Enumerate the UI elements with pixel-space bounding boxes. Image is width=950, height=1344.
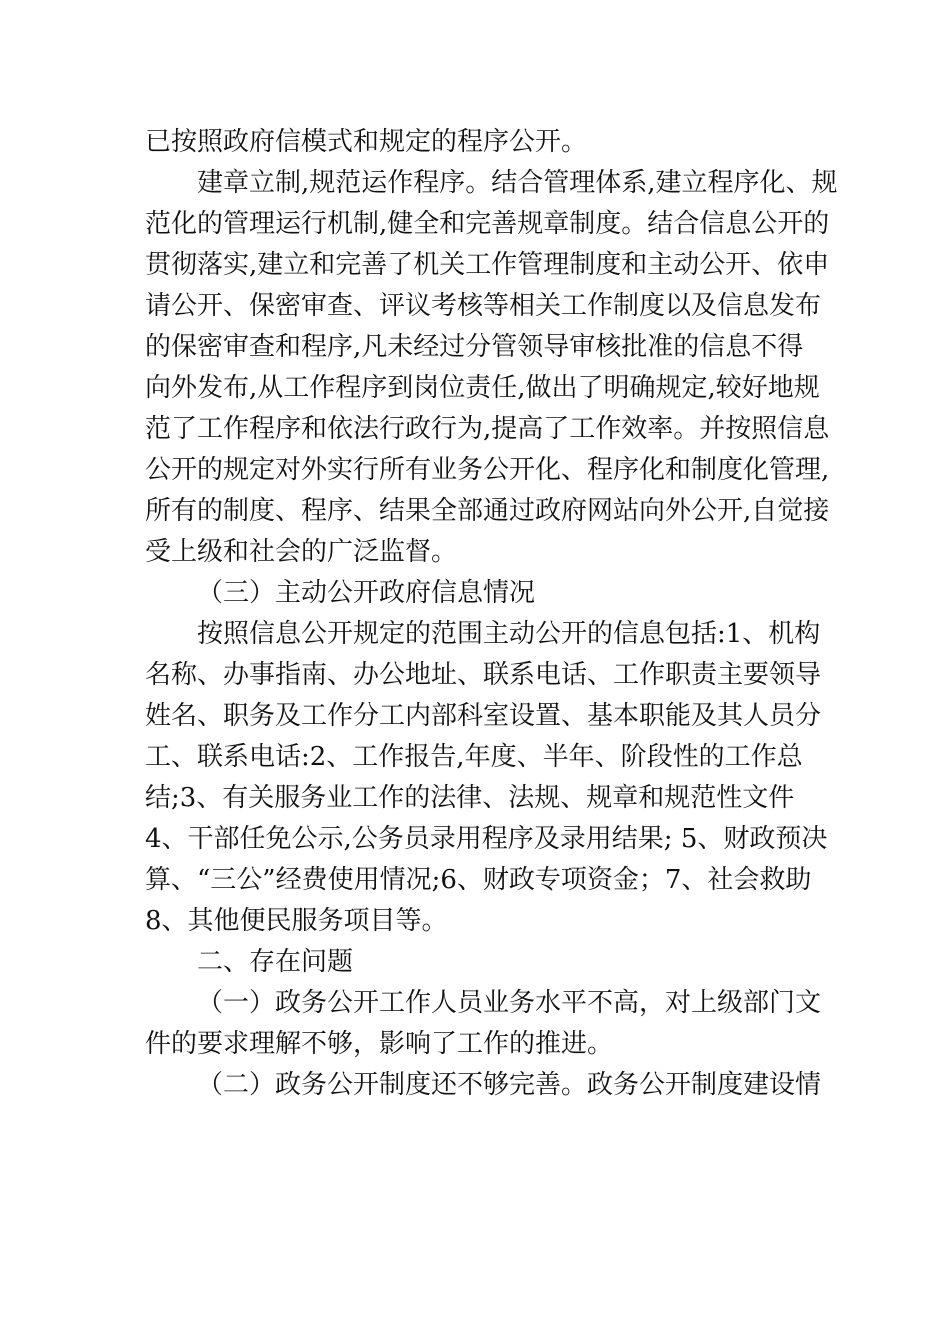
text-line-6: 的保密审查和程序,凡未经过分管领导审核批准的信息不得: [145, 332, 804, 362]
text-line-23: 件的要求理解不够，影响了工作的推进。: [145, 1029, 614, 1059]
text-line-3: 范化的管理运行机制,健全和完善规章制度。结合信息公开的: [145, 209, 830, 239]
text-line-10: 所有的制度、程序、结果全部通过政府网站向外公开,自觉接: [145, 496, 830, 526]
text-line-20: 8、其他便民服务项目等。: [145, 906, 448, 936]
text-line-13: 按照信息公开规定的范围主动公开的信息包括:1、机构: [197, 619, 821, 649]
text-line-18: 4、干部任免公示,公务员录用程序及录用结果; 5、财政预决: [145, 824, 828, 854]
text-line-2: 建章立制,规范运作程序。结合管理体系,建立程序化、规: [197, 168, 838, 198]
text-line-17: 结;3、有关服务业工作的法律、法规、规章和规范性文件: [145, 783, 795, 813]
text-line-16: 工、联系电话:2、工作报告,年度、半年、阶段性的工作总: [145, 742, 803, 772]
text-line-14: 名称、办事指南、办公地址、联系电话、工作职责主要领导: [145, 660, 822, 690]
text-line-5: 请公开、保密审查、评议考核等相关工作制度以及信息发布: [145, 291, 822, 321]
text-line-7: 向外发布,从工作程序到岗位责任,做出了明确规定,较好地规: [145, 373, 820, 403]
text-line-15: 姓名、职务及工作分工内部科室设置、基本职能及其人员分: [145, 701, 822, 731]
text-line-11: 受上级和社会的广泛监督。: [145, 537, 458, 567]
text-line-24: （二）政务公开制度还不够完善。政务公开制度建设情: [197, 1070, 822, 1100]
section-heading-3: （三）主动公开政府信息情况: [197, 578, 536, 608]
text-line-19: 算、“三公”经费使用情况;6、财政专项资金；7、社会救助: [145, 865, 812, 895]
text-line-22: （一）政务公开工作人员业务水平不高，对上级部门文: [197, 988, 822, 1018]
text-line-1: 已按照政府信模式和规定的程序公开。: [145, 127, 588, 157]
text-line-9: 公开的规定对外实行所有业务公开化、程序化和制度化管理,: [145, 455, 830, 485]
text-line-4: 贯彻落实,建立和完善了机关工作管理制度和主动公开、依申: [145, 250, 830, 280]
section-heading-problems: 二、存在问题: [197, 947, 354, 977]
text-line-8: 范了工作程序和依法行政行为,提高了工作效率。并按照信息: [145, 414, 830, 444]
